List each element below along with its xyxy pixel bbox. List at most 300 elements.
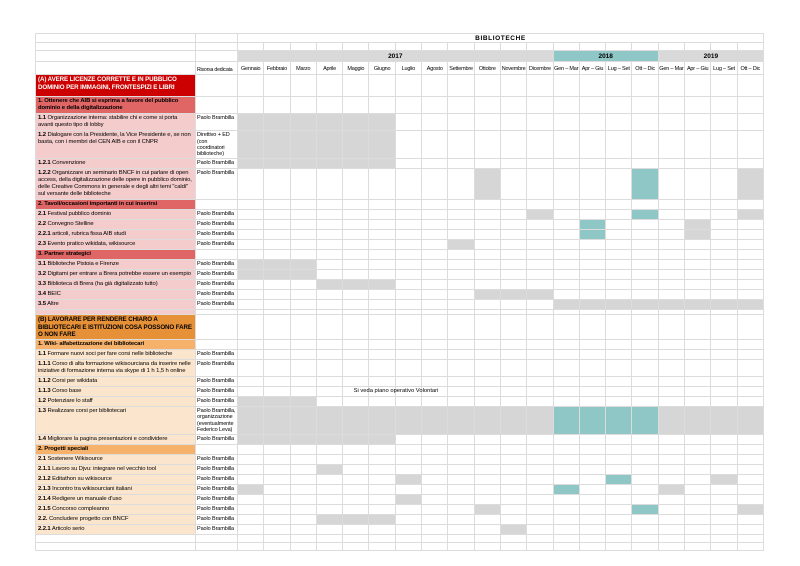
- year-banner-2017[interactable]: 2017: [238, 51, 554, 62]
- timeline-cell[interactable]: [527, 97, 553, 114]
- gantt-cell[interactable]: [475, 360, 501, 377]
- resource-cell[interactable]: Paolo Brambilla: [196, 455, 238, 465]
- gantt-cell[interactable]: [475, 455, 501, 465]
- timeline-cell[interactable]: [711, 445, 737, 455]
- timeline-cell[interactable]: [317, 97, 343, 114]
- gantt-cell[interactable]: [369, 169, 395, 200]
- timeline-cell[interactable]: [685, 200, 711, 210]
- timeline-cell[interactable]: [738, 543, 764, 551]
- timeline-cell[interactable]: [685, 543, 711, 551]
- gantt-cell[interactable]: [264, 290, 290, 300]
- resource-cell[interactable]: Paolo Brambilla: [196, 515, 238, 525]
- timeline-cell[interactable]: [475, 43, 501, 51]
- timeline-cell[interactable]: [632, 250, 658, 260]
- timeline-cell[interactable]: [606, 315, 632, 340]
- gantt-cell[interactable]: [738, 475, 764, 485]
- task-cell[interactable]: [36, 387, 196, 397]
- resource-cell[interactable]: Paolo Brambilla: [196, 377, 238, 387]
- timeline-cell[interactable]: [264, 200, 290, 210]
- gantt-bar-cell[interactable]: [632, 169, 658, 200]
- timeline-cell[interactable]: [738, 43, 764, 51]
- gantt-cell[interactable]: [422, 525, 448, 535]
- gantt-bar-cell[interactable]: [527, 290, 553, 300]
- gantt-cell[interactable]: [527, 475, 553, 485]
- gantt-bar-cell[interactable]: [448, 240, 474, 250]
- timeline-cell[interactable]: [606, 535, 632, 543]
- gantt-bar-cell[interactable]: [369, 435, 395, 445]
- gantt-cell[interactable]: [554, 280, 580, 290]
- gantt-cell[interactable]: [501, 114, 527, 131]
- timeline-cell[interactable]: [475, 543, 501, 551]
- gantt-cell[interactable]: [632, 220, 658, 230]
- gantt-cell[interactable]: [659, 435, 685, 445]
- gantt-cell[interactable]: [238, 465, 264, 475]
- resource-cell[interactable]: Paolo Brambilla: [196, 260, 238, 270]
- gantt-cell[interactable]: [685, 240, 711, 250]
- gantt-cell[interactable]: [711, 220, 737, 230]
- timeline-cell[interactable]: [501, 75, 527, 97]
- gantt-cell[interactable]: [738, 435, 764, 445]
- gantt-bar-cell[interactable]: [238, 114, 264, 131]
- gantt-cell[interactable]: [580, 485, 606, 495]
- month-label-cell[interactable]: Aprile: [317, 62, 343, 75]
- timeline-cell[interactable]: [343, 445, 369, 455]
- task-cell[interactable]: [36, 62, 196, 75]
- gantt-cell[interactable]: [291, 377, 317, 387]
- gantt-cell[interactable]: [606, 495, 632, 505]
- gantt-cell[interactable]: [422, 435, 448, 445]
- gantt-cell[interactable]: [738, 515, 764, 525]
- timeline-cell[interactable]: [238, 97, 264, 114]
- timeline-cell[interactable]: [527, 543, 553, 551]
- gantt-bar-cell[interactable]: [264, 131, 290, 159]
- subsection-header-cell[interactable]: [36, 250, 196, 260]
- resource-cell[interactable]: Paolo Brambilla: [196, 270, 238, 280]
- gantt-cell[interactable]: [264, 220, 290, 230]
- resource-cell[interactable]: [196, 543, 238, 551]
- gantt-cell[interactable]: [475, 280, 501, 290]
- timeline-cell[interactable]: [580, 97, 606, 114]
- timeline-cell[interactable]: [711, 250, 737, 260]
- gantt-cell[interactable]: [422, 495, 448, 505]
- gantt-cell[interactable]: [422, 505, 448, 515]
- gantt-cell[interactable]: [659, 230, 685, 240]
- resource-cell[interactable]: Direttivo + ED (con coordinatori biblioteche): [196, 131, 238, 159]
- gantt-cell[interactable]: [396, 260, 422, 270]
- timeline-cell[interactable]: [343, 535, 369, 543]
- gantt-cell[interactable]: [396, 397, 422, 407]
- task-cell[interactable]: [36, 455, 196, 465]
- gantt-cell[interactable]: [606, 131, 632, 159]
- month-label-cell[interactable]: Luglio: [396, 62, 422, 75]
- gantt-cell[interactable]: [369, 495, 395, 505]
- gantt-cell[interactable]: [291, 300, 317, 310]
- gantt-cell[interactable]: [711, 515, 737, 525]
- gantt-bar-cell[interactable]: [343, 159, 369, 169]
- gantt-cell[interactable]: [711, 435, 737, 445]
- gantt-cell[interactable]: [501, 505, 527, 515]
- timeline-cell[interactable]: [475, 75, 501, 97]
- gantt-cell[interactable]: [659, 260, 685, 270]
- timeline-cell[interactable]: [685, 315, 711, 340]
- gantt-bar-cell[interactable]: [291, 159, 317, 169]
- gantt-cell[interactable]: [475, 495, 501, 505]
- gantt-cell[interactable]: [738, 270, 764, 280]
- gantt-cell[interactable]: [501, 240, 527, 250]
- gantt-cell[interactable]: [448, 210, 474, 220]
- gantt-cell[interactable]: [527, 515, 553, 525]
- gantt-cell[interactable]: [632, 159, 658, 169]
- timeline-cell[interactable]: [501, 250, 527, 260]
- gantt-cell[interactable]: [711, 169, 737, 200]
- timeline-cell[interactable]: [369, 43, 395, 51]
- gantt-cell[interactable]: [685, 475, 711, 485]
- gantt-cell[interactable]: [580, 387, 606, 397]
- gantt-cell[interactable]: [554, 159, 580, 169]
- timeline-cell[interactable]: [632, 543, 658, 551]
- gantt-cell[interactable]: [580, 505, 606, 515]
- timeline-cell[interactable]: [554, 340, 580, 350]
- gantt-bar-cell[interactable]: [685, 220, 711, 230]
- gantt-cell[interactable]: [264, 377, 290, 387]
- gantt-cell[interactable]: [711, 505, 737, 515]
- gantt-cell[interactable]: [527, 505, 553, 515]
- gantt-cell[interactable]: [291, 230, 317, 240]
- gantt-cell[interactable]: [501, 397, 527, 407]
- gantt-cell[interactable]: [422, 159, 448, 169]
- gantt-cell[interactable]: [632, 131, 658, 159]
- gantt-cell[interactable]: [554, 377, 580, 387]
- gantt-cell[interactable]: [632, 525, 658, 535]
- timeline-cell[interactable]: [422, 250, 448, 260]
- month-label-cell[interactable]: Ottobre: [475, 62, 501, 75]
- gantt-cell[interactable]: [317, 350, 343, 360]
- task-cell[interactable]: [36, 300, 196, 310]
- gantt-cell[interactable]: [632, 435, 658, 445]
- timeline-cell[interactable]: [448, 75, 474, 97]
- gantt-cell[interactable]: [711, 455, 737, 465]
- timeline-cell[interactable]: [527, 535, 553, 543]
- gantt-cell[interactable]: [422, 455, 448, 465]
- gantt-bar-cell[interactable]: [738, 300, 764, 310]
- gantt-cell[interactable]: [554, 455, 580, 465]
- gantt-cell[interactable]: [475, 114, 501, 131]
- timeline-cell[interactable]: [264, 340, 290, 350]
- gantt-cell[interactable]: [475, 260, 501, 270]
- gantt-cell[interactable]: [396, 240, 422, 250]
- timeline-cell[interactable]: [291, 75, 317, 97]
- gantt-cell[interactable]: [580, 280, 606, 290]
- gantt-cell[interactable]: [238, 455, 264, 465]
- timeline-cell[interactable]: [422, 75, 448, 97]
- gantt-cell[interactable]: [738, 114, 764, 131]
- gantt-bar-cell[interactable]: [580, 220, 606, 230]
- gantt-cell[interactable]: [685, 455, 711, 465]
- gantt-cell[interactable]: [422, 515, 448, 525]
- resource-cell[interactable]: [196, 75, 238, 97]
- timeline-cell[interactable]: [448, 200, 474, 210]
- gantt-cell[interactable]: [238, 350, 264, 360]
- timeline-cell[interactable]: [317, 75, 343, 97]
- timeline-cell[interactable]: [501, 340, 527, 350]
- gantt-cell[interactable]: [527, 397, 553, 407]
- gantt-bar-cell[interactable]: [264, 407, 290, 435]
- resource-cell[interactable]: Paolo Brambilla: [196, 169, 238, 200]
- gantt-cell[interactable]: [738, 350, 764, 360]
- gantt-cell[interactable]: [527, 525, 553, 535]
- gantt-cell[interactable]: [632, 230, 658, 240]
- gantt-cell[interactable]: [291, 220, 317, 230]
- gantt-cell[interactable]: [448, 485, 474, 495]
- gantt-cell[interactable]: [317, 377, 343, 387]
- gantt-cell[interactable]: [738, 280, 764, 290]
- task-cell[interactable]: [36, 407, 196, 435]
- timeline-cell[interactable]: [317, 200, 343, 210]
- gantt-cell[interactable]: [422, 300, 448, 310]
- timeline-cell[interactable]: [606, 340, 632, 350]
- gantt-cell[interactable]: [291, 495, 317, 505]
- task-cell[interactable]: [36, 260, 196, 270]
- task-cell[interactable]: [36, 169, 196, 200]
- timeline-cell[interactable]: [291, 535, 317, 543]
- gantt-cell[interactable]: [422, 230, 448, 240]
- gantt-cell[interactable]: [632, 290, 658, 300]
- timeline-cell[interactable]: [659, 340, 685, 350]
- gantt-cell[interactable]: [501, 169, 527, 200]
- gantt-cell[interactable]: [343, 397, 369, 407]
- gantt-cell[interactable]: [238, 280, 264, 290]
- gantt-cell[interactable]: [343, 230, 369, 240]
- gantt-cell[interactable]: [527, 280, 553, 290]
- timeline-cell[interactable]: [238, 315, 264, 340]
- gantt-cell[interactable]: [527, 465, 553, 475]
- resource-cell[interactable]: Paolo Brambilla: [196, 360, 238, 377]
- timeline-cell[interactable]: [659, 75, 685, 97]
- gantt-cell[interactable]: [632, 515, 658, 525]
- resource-cell[interactable]: Paolo Brambilla: [196, 397, 238, 407]
- timeline-cell[interactable]: [475, 315, 501, 340]
- month-label-cell[interactable]: Marzo: [291, 62, 317, 75]
- gantt-cell[interactable]: [738, 230, 764, 240]
- gantt-cell[interactable]: [659, 377, 685, 387]
- gantt-cell[interactable]: [291, 280, 317, 290]
- gantt-cell[interactable]: [554, 131, 580, 159]
- gantt-cell[interactable]: [448, 505, 474, 515]
- gantt-cell[interactable]: [422, 397, 448, 407]
- gantt-bar-cell[interactable]: [317, 515, 343, 525]
- timeline-cell[interactable]: [264, 445, 290, 455]
- gantt-bar-cell[interactable]: [264, 397, 290, 407]
- timeline-cell[interactable]: [448, 250, 474, 260]
- gantt-cell[interactable]: [369, 220, 395, 230]
- gantt-cell[interactable]: [448, 230, 474, 240]
- timeline-cell[interactable]: [369, 315, 395, 340]
- gantt-cell[interactable]: [264, 240, 290, 250]
- timeline-cell[interactable]: [448, 97, 474, 114]
- timeline-cell[interactable]: [317, 445, 343, 455]
- timeline-cell[interactable]: [369, 200, 395, 210]
- gantt-cell[interactable]: [738, 387, 764, 397]
- task-cell[interactable]: [36, 350, 196, 360]
- gantt-cell[interactable]: [264, 300, 290, 310]
- task-cell[interactable]: [36, 51, 196, 62]
- timeline-cell[interactable]: [422, 340, 448, 350]
- gantt-cell[interactable]: [475, 515, 501, 525]
- gantt-cell[interactable]: [606, 240, 632, 250]
- gantt-bar-cell[interactable]: [264, 159, 290, 169]
- month-label-cell[interactable]: Maggio: [343, 62, 369, 75]
- gantt-cell[interactable]: [369, 455, 395, 465]
- timeline-cell[interactable]: [606, 43, 632, 51]
- task-cell[interactable]: [36, 43, 196, 51]
- gantt-cell[interactable]: [422, 350, 448, 360]
- gantt-cell[interactable]: [343, 260, 369, 270]
- gantt-bar-cell[interactable]: [711, 407, 737, 435]
- timeline-cell[interactable]: [369, 535, 395, 543]
- gantt-cell[interactable]: [580, 260, 606, 270]
- gantt-cell[interactable]: [422, 114, 448, 131]
- timeline-cell[interactable]: [264, 75, 290, 97]
- timeline-cell[interactable]: [448, 43, 474, 51]
- timeline-cell[interactable]: [291, 97, 317, 114]
- gantt-cell[interactable]: [632, 377, 658, 387]
- timeline-cell[interactable]: [606, 75, 632, 97]
- timeline-cell[interactable]: [554, 200, 580, 210]
- gantt-cell[interactable]: [580, 210, 606, 220]
- task-cell[interactable]: [36, 435, 196, 445]
- gantt-bar-cell[interactable]: [685, 407, 711, 435]
- month-label-cell[interactable]: Novembre: [501, 62, 527, 75]
- gantt-cell[interactable]: [422, 260, 448, 270]
- timeline-cell[interactable]: [738, 250, 764, 260]
- gantt-cell[interactable]: [632, 240, 658, 250]
- gantt-cell[interactable]: [685, 525, 711, 535]
- gantt-cell[interactable]: [369, 465, 395, 475]
- gantt-cell[interactable]: [685, 114, 711, 131]
- timeline-cell[interactable]: [554, 543, 580, 551]
- quarter-2019-label-cell[interactable]: Lug – Set: [711, 62, 737, 75]
- gantt-cell[interactable]: [659, 114, 685, 131]
- timeline-cell[interactable]: [711, 43, 737, 51]
- timeline-cell[interactable]: [475, 250, 501, 260]
- resource-col-cell[interactable]: [196, 34, 238, 43]
- gantt-cell[interactable]: [317, 495, 343, 505]
- gantt-cell[interactable]: [606, 290, 632, 300]
- year-banner-2018[interactable]: 2018: [554, 51, 659, 62]
- timeline-cell[interactable]: [369, 445, 395, 455]
- gantt-bar-cell[interactable]: [238, 159, 264, 169]
- resource-cell[interactable]: [196, 43, 238, 51]
- timeline-cell[interactable]: [369, 250, 395, 260]
- gantt-cell[interactable]: [738, 455, 764, 465]
- gantt-cell[interactable]: [580, 114, 606, 131]
- gantt-cell[interactable]: [501, 495, 527, 505]
- gantt-cell[interactable]: [711, 360, 737, 377]
- gantt-cell[interactable]: [632, 387, 658, 397]
- gantt-cell[interactable]: [238, 290, 264, 300]
- gantt-cell[interactable]: [396, 230, 422, 240]
- timeline-cell[interactable]: [501, 43, 527, 51]
- gantt-cell[interactable]: [632, 114, 658, 131]
- quarter-2019-label-cell[interactable]: Ott – Dic: [738, 62, 764, 75]
- gantt-cell[interactable]: [527, 485, 553, 495]
- gantt-cell[interactable]: [264, 465, 290, 475]
- timeline-cell[interactable]: [554, 250, 580, 260]
- gantt-cell[interactable]: [501, 515, 527, 525]
- gantt-cell[interactable]: [738, 159, 764, 169]
- gantt-cell[interactable]: [448, 280, 474, 290]
- gantt-cell[interactable]: [711, 397, 737, 407]
- gantt-bar-cell[interactable]: [291, 397, 317, 407]
- gantt-cell[interactable]: [659, 350, 685, 360]
- timeline-cell[interactable]: [475, 445, 501, 455]
- gantt-cell[interactable]: [317, 525, 343, 535]
- gantt-cell[interactable]: [632, 360, 658, 377]
- gantt-cell[interactable]: [527, 114, 553, 131]
- gantt-cell[interactable]: [422, 377, 448, 387]
- task-cell[interactable]: [36, 515, 196, 525]
- gantt-cell[interactable]: [501, 210, 527, 220]
- gantt-cell[interactable]: [475, 465, 501, 475]
- gantt-cell[interactable]: [475, 300, 501, 310]
- timeline-cell[interactable]: [711, 543, 737, 551]
- gantt-cell[interactable]: [343, 169, 369, 200]
- gantt-cell[interactable]: [711, 525, 737, 535]
- gantt-cell[interactable]: [554, 465, 580, 475]
- timeline-cell[interactable]: [343, 315, 369, 340]
- gantt-cell[interactable]: [501, 360, 527, 377]
- gantt-bar-cell[interactable]: [448, 407, 474, 435]
- timeline-cell[interactable]: [343, 97, 369, 114]
- gantt-cell[interactable]: [448, 455, 474, 465]
- gantt-bar-cell[interactable]: [685, 300, 711, 310]
- timeline-cell[interactable]: [422, 315, 448, 340]
- timeline-cell[interactable]: [738, 75, 764, 97]
- resource-cell[interactable]: Paolo Brambilla: [196, 210, 238, 220]
- timeline-cell[interactable]: [527, 445, 553, 455]
- timeline-cell[interactable]: [238, 200, 264, 210]
- gantt-cell[interactable]: [343, 270, 369, 280]
- gantt-cell[interactable]: [396, 114, 422, 131]
- gantt-cell[interactable]: [554, 270, 580, 280]
- gantt-cell[interactable]: [448, 114, 474, 131]
- gantt-cell[interactable]: [317, 270, 343, 280]
- gantt-cell[interactable]: [369, 505, 395, 515]
- timeline-cell[interactable]: [659, 200, 685, 210]
- timeline-cell[interactable]: [238, 445, 264, 455]
- gantt-bar-cell[interactable]: [554, 485, 580, 495]
- resource-cell[interactable]: Paolo Brambilla: [196, 465, 238, 475]
- timeline-cell[interactable]: [396, 250, 422, 260]
- timeline-cell[interactable]: [317, 535, 343, 543]
- section-header-cell[interactable]: (A) AVERE LICENZE CORRETTE E IN PUBBLICO DOMINIO PER IMMAGINI, FRONTESPIZI E LIBRI: [36, 75, 196, 97]
- gantt-cell[interactable]: [369, 377, 395, 387]
- subsection-header-cell[interactable]: [36, 340, 196, 350]
- resource-cell[interactable]: Paolo Brambilla: [196, 495, 238, 505]
- gantt-bar-cell[interactable]: [369, 515, 395, 525]
- gantt-cell[interactable]: [527, 360, 553, 377]
- timeline-cell[interactable]: [659, 535, 685, 543]
- gantt-cell[interactable]: [711, 465, 737, 475]
- gantt-cell[interactable]: [264, 485, 290, 495]
- gantt-cell[interactable]: [554, 397, 580, 407]
- gantt-bar-cell[interactable]: [738, 210, 764, 220]
- gantt-cell[interactable]: [343, 495, 369, 505]
- gantt-cell[interactable]: [448, 350, 474, 360]
- gantt-cell[interactable]: [659, 240, 685, 250]
- timeline-cell[interactable]: [738, 315, 764, 340]
- gantt-cell[interactable]: [685, 169, 711, 200]
